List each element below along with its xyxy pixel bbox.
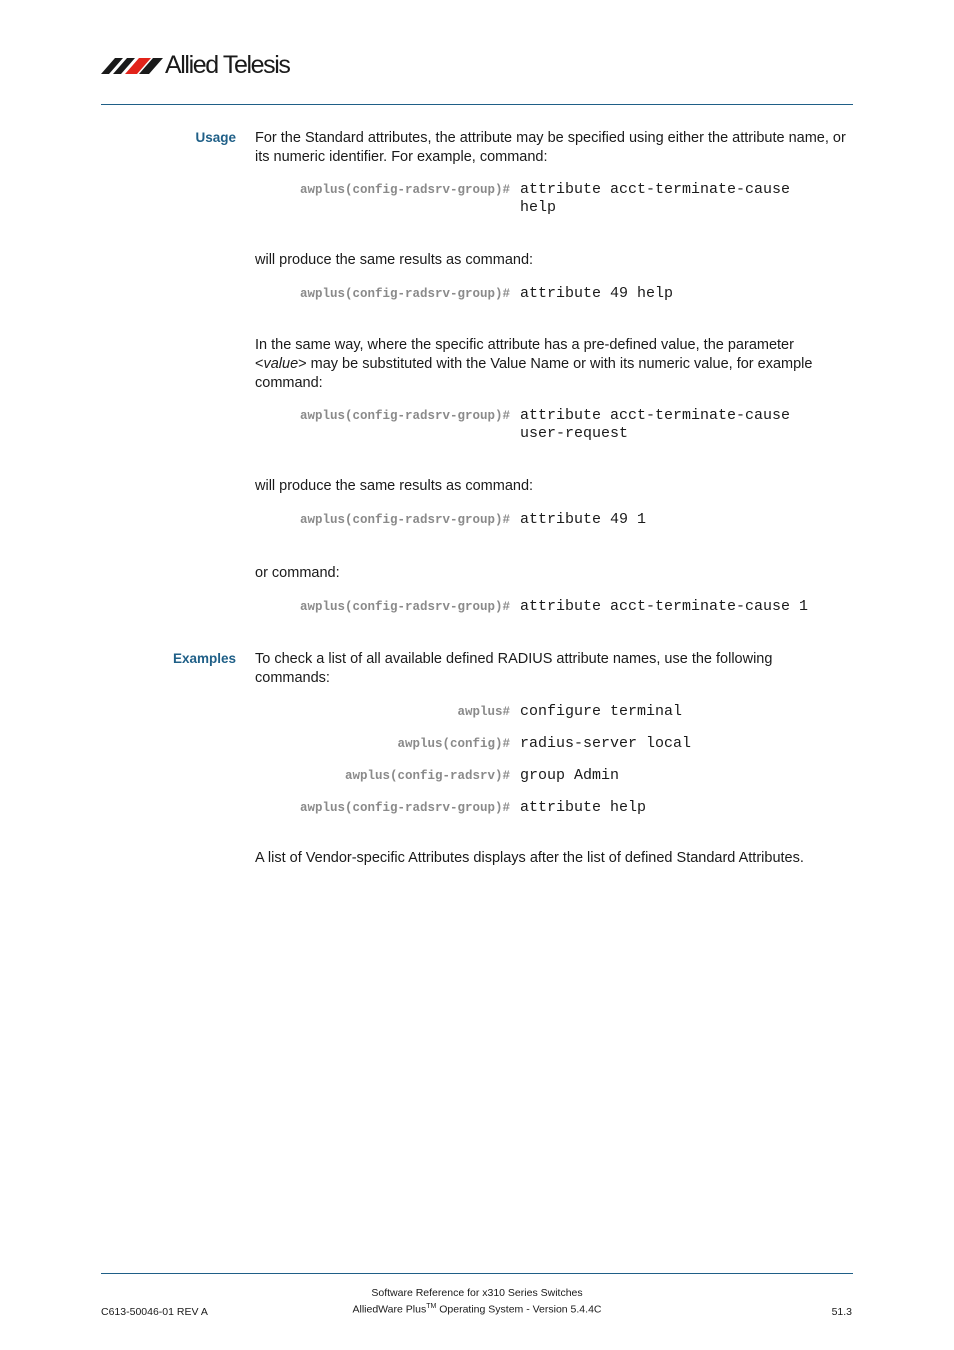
examples-paragraph-2: A list of Vendor-specific Attributes displays after the list of defined Standard Attributes. xyxy=(255,850,804,866)
command-prompt: awplus(config)# xyxy=(397,737,510,751)
command-text: attribute acct-terminate-cause 1 xyxy=(520,598,809,615)
logo-text: Allied Telesis xyxy=(165,51,290,79)
allied-telesis-logo xyxy=(101,50,301,80)
command-text: configure terminal xyxy=(520,703,683,720)
footer-title-line-2 xyxy=(277,1303,677,1316)
command-text-continued: user-request xyxy=(520,425,629,442)
usage-paragraph-3-line-3: command: xyxy=(255,375,323,391)
footer-title-line-1: Software Reference for x310 Series Switches xyxy=(371,1287,583,1299)
usage-paragraph-1: For the Standard attributes, the attribute may be specified using either the attribute name, or its numeric identifier. For example, command: xyxy=(255,130,846,165)
command-prompt: awplus# xyxy=(457,705,510,719)
angle-bracket-close: > xyxy=(298,356,307,372)
command-prompt: awplus(config-radsrv-group)# xyxy=(299,600,510,614)
footer-page-number: 51.3 xyxy=(831,1306,852,1318)
usage-paragraph-5: or command: xyxy=(255,565,340,581)
usage-paragraph-2: will produce the same results as command: xyxy=(255,252,534,268)
command-text: group Admin xyxy=(520,767,620,784)
command-text: attribute 49 help xyxy=(520,285,674,302)
command-text: radius-server local xyxy=(520,735,692,752)
command-text-continued: help xyxy=(520,199,557,216)
footer-doc-id: C613-50046-01 REV A xyxy=(101,1306,208,1318)
usage-paragraph-3-line-2: may be substituted with the Value Name or with its numeric value, for example xyxy=(306,356,813,372)
footer-rule xyxy=(101,1273,853,1274)
command-text: attribute acct-terminate-cause xyxy=(520,407,791,424)
trademark: TM xyxy=(426,1303,437,1310)
command-prompt: awplus(config-radsrv-group)# xyxy=(299,409,510,423)
value-parameter: value xyxy=(263,356,299,372)
command-text: attribute help xyxy=(520,799,647,816)
command-prompt: awplus(config-radsrv-group)# xyxy=(299,287,510,301)
logo-mark-icon xyxy=(101,50,165,80)
command-prompt: awplus(config-radsrv-group)# xyxy=(299,801,510,815)
examples-paragraph-1: To check a list of all available defined RADIUS attribute names, use the following commands: xyxy=(255,651,773,686)
usage-paragraph-3-line-1: In the same way, where the specific attribute has a pre-defined value, the parameter xyxy=(255,337,794,353)
usage-paragraph-4: will produce the same results as command: xyxy=(255,478,534,494)
command-text: attribute acct-terminate-cause xyxy=(520,181,791,198)
command-prompt: awplus(config-radsrv-group)# xyxy=(299,513,510,527)
command-prompt: awplus(config-radsrv)# xyxy=(344,769,510,783)
examples-label: Examples xyxy=(172,651,236,666)
usage-paragraph-3 xyxy=(255,336,855,393)
command-text: attribute 49 1 xyxy=(520,511,647,528)
header-rule xyxy=(101,104,853,105)
angle-bracket-open: < xyxy=(255,356,264,372)
command-prompt: awplus(config-radsrv-group)# xyxy=(299,183,510,197)
os-version: Operating System - Version 5.4.4C xyxy=(436,1303,602,1316)
product-name: AlliedWare Plus xyxy=(352,1303,427,1316)
usage-label: Usage xyxy=(195,130,236,145)
